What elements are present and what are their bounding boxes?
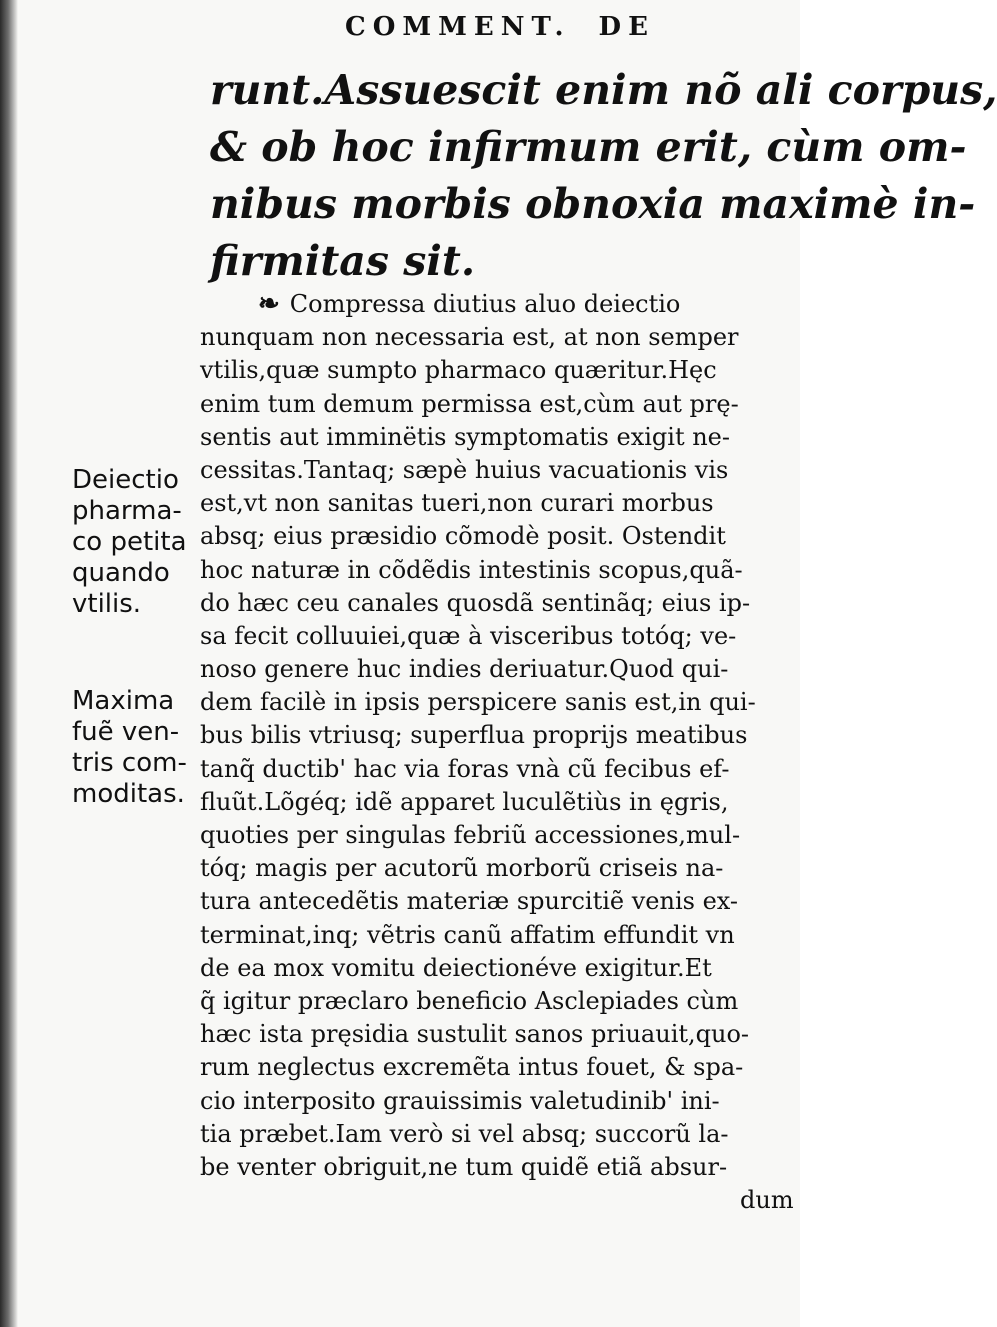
first-line-text: Compressa diutius aluo deiectio	[289, 290, 681, 318]
text-line: tóq; magis per acutorũ morborũ criseis na-	[200, 854, 724, 883]
margin-note-line: fuẽ ven-	[72, 717, 180, 747]
text-line: bus bilis vtriusq; superflua proprijs meatibus	[200, 721, 748, 750]
text-line: tia præbet.Iam verò si vel absq; succorũ la-	[200, 1119, 729, 1148]
margin-note-line: tris com-	[72, 748, 187, 778]
italic-line: nibus morbis obnoxia maximè in-	[210, 180, 976, 228]
text-line: vtilis,quæ sumpto pharmaco quæritur.Hęc	[200, 356, 717, 385]
margin-note-maxima	[72, 686, 197, 810]
text-line: hoc naturæ in cõdẽdis intestinis scopus,quã-	[200, 555, 743, 584]
margin-note-line: moditas.	[72, 779, 185, 809]
text-line: cio interposito grauissimis valetudinib' ini-	[200, 1086, 720, 1115]
page-gutter-shadow	[0, 0, 18, 1327]
margin-note-line: pharma-	[72, 496, 182, 526]
text-line: sentis aut imminëtis symptomatis exigit ne-	[200, 422, 730, 451]
margin-note-line: vtilis.	[72, 589, 142, 619]
margin-note-line: Maxima	[72, 686, 175, 716]
running-header	[345, 12, 655, 48]
margin-note-line: quando	[72, 558, 170, 588]
italic-line: firmitas sit.	[210, 237, 476, 285]
text-line: enim tum demum permissa est,cùm aut prę-	[200, 389, 739, 418]
text-line: do hæc ceu canales quosdã sentinãq; eius ip-	[200, 588, 751, 617]
text-line: quoties per singulas febriũ accessiones,mul-	[200, 821, 741, 849]
text-line: tanq̃ ductib' hac via foras vnà cũ fecibus ef-	[200, 754, 730, 783]
header-word-comment: COMMENT.	[345, 12, 571, 42]
italic-line: runt.Assuescit enim nõ ali corpus,	[210, 66, 997, 114]
text-line: dem facilè in ipsis perspicere sanis est,in qui-	[200, 688, 756, 717]
text-line: est,vt non sanitas tueri,non curari morbus	[200, 489, 714, 518]
text-line: hæc ista pręsidia sustulit sanos priuauit,quo-	[200, 1020, 750, 1049]
text-line: fluũt.Lõgéq; idẽ apparet luculẽtiùs in ęgris,	[200, 787, 729, 816]
text-line: be venter obriguit,ne tum quidẽ etiã absur-	[200, 1152, 728, 1181]
text-line: sa fecit colluuiei,quæ à visceribus totóq; ve-	[200, 621, 737, 650]
paragraph-mark-icon: ❧	[258, 289, 280, 319]
text-line: q̃ igitur præclaro beneficio Asclepiades cùm	[200, 986, 739, 1015]
text-line: rum neglectus excremẽta intus fouet, & spa-	[200, 1053, 744, 1082]
commentary-paragraph	[200, 288, 795, 1217]
margin-note-deiectio	[72, 465, 197, 620]
margin-note-line: co petita	[72, 527, 187, 557]
text-line: noso genere huc indies deriuatur.Quod qui-	[200, 655, 729, 684]
header-word-de: DE	[598, 12, 655, 42]
italic-line: & ob hoc infirmum erit, cùm om-	[210, 123, 967, 171]
italic-quotation	[210, 62, 997, 290]
text-line: absq; eius præsidio cõmodè posit. Ostendit	[200, 522, 726, 551]
text-line: tura antecedẽtis materiæ spurcitiẽ venis ex-	[200, 887, 738, 916]
text-line: de ea mox vomitu deiectionéve exigitur.Et	[200, 953, 712, 982]
catchword: dum	[740, 1186, 794, 1215]
text-line: cessitas.Tantaq; sæpè huius vacuationis vis	[200, 455, 729, 484]
paragraph-first-line	[200, 288, 795, 321]
text-line: terminat,inq; vẽtris canũ affatim effundit vn	[200, 920, 735, 949]
text-line: nunquam non necessaria est, at non semper	[200, 323, 739, 352]
margin-note-line: Deiectio	[72, 465, 179, 495]
